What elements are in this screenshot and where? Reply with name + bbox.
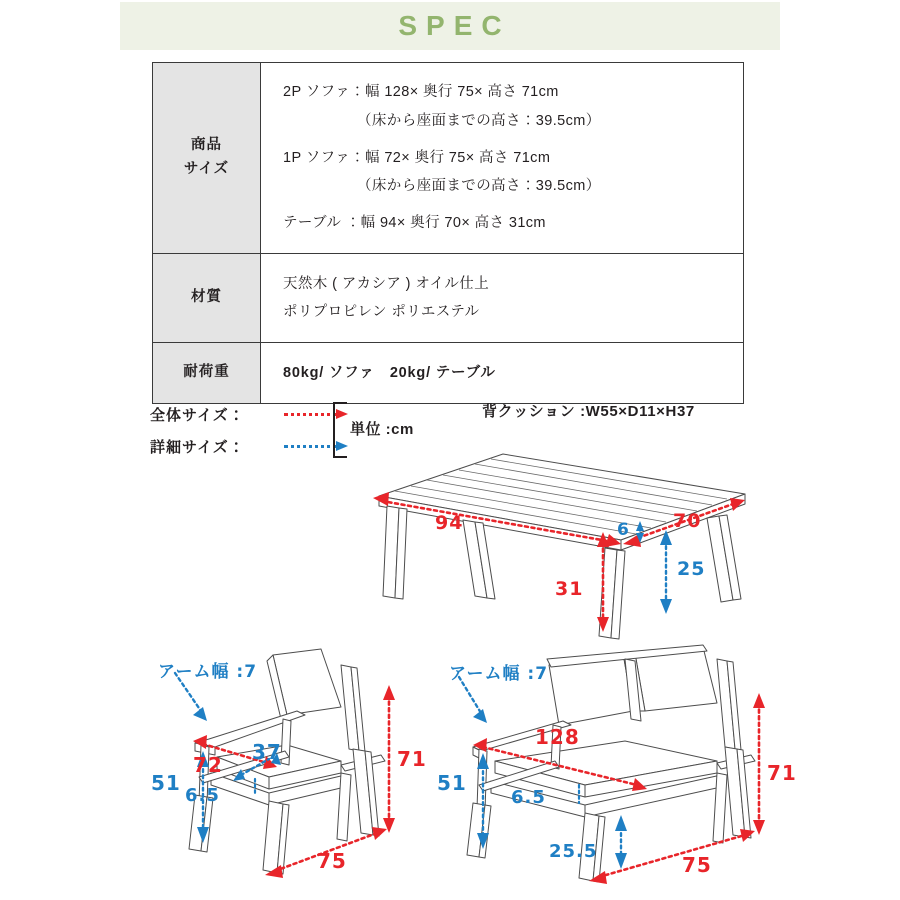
spec-banner [120,2,780,50]
legend-label-detail: 詳細サイズ： [150,438,245,456]
dimension-label-1p-depth: 75 [317,849,347,873]
row-label-product-size [153,63,261,254]
dimension-label-2p-arm-height: 51 [437,771,467,795]
spec-table [152,62,744,404]
dimension-label-2p-floor-clearance: 25.5 [549,841,598,862]
row-value-material [261,254,744,343]
unit-bracket-icon [333,402,347,458]
dimension-label-1p-cushion-thickness: 6.5 [185,785,220,806]
material-line-1: 天然木 ( アカシア ) オイル仕上 [283,275,490,292]
size-line-2p-seat: （床から座面までの高さ：39.5cm） [357,112,601,129]
figure-table [355,448,775,648]
dimension-label-table-top-thickness: 6 [617,520,630,540]
dimension-label-table-clearance: 25 [677,558,706,580]
size-line-1p: 1P ソファ：幅 72× 奥行 75× 高さ 71cm [283,149,551,166]
table-row [153,254,744,343]
row-label-material: 材質 [153,254,261,343]
size-line-1p-seat: （床から座面までの高さ：39.5cm） [357,178,601,195]
unit-label: 単位 :cm [350,421,414,438]
row-label-line-1: 商品 [191,137,222,154]
row-label-load-capacity: 耐荷重 [153,343,261,404]
table-row [153,343,744,404]
material-line-2: ポリプロピレン ポリエステル [283,304,480,320]
dimension-label-1p-height: 71 [397,747,427,771]
figure-sofa-1p [145,645,445,895]
cushion-size-note: 背クッション :W55×D11×H37 [482,403,695,420]
dimension-label-1p-seat-depth: 37 [252,740,282,764]
dimension-label-2p-cushion-thickness: 6.5 [511,787,546,808]
dimension-label-2p-depth: 75 [682,853,712,877]
dimension-label-table-height: 31 [555,578,584,600]
dimension-label-table-width: 94 [435,512,464,534]
dimension-label-1p-arm-width: アーム幅 :7 [158,662,258,682]
table-row [153,63,744,254]
dimension-label-1p-width: 72 [193,753,223,777]
dimension-label-2p-width: 128 [535,725,580,749]
dimension-label-1p-arm-height: 51 [151,771,181,795]
dimension-label-2p-height: 71 [767,761,797,785]
size-line-2p: 2P ソファ：幅 128× 奥行 75× 高さ 71cm [283,84,559,101]
legend-label-overall: 全体サイズ： [150,406,245,424]
dimension-label-2p-arm-width: アーム幅 :7 [449,664,549,684]
page-title: SPEC [398,10,511,41]
size-line-table: テーブル ：幅 94× 奥行 70× 高さ 31cm [283,215,546,232]
row-value-product-size [261,63,744,254]
row-value-load-capacity: 80kg/ ソファ 20kg/ テーブル [261,343,744,404]
row-label-line-2: サイズ [183,161,230,177]
figure-sofa-2p [435,645,795,895]
dimension-label-table-depth: 70 [673,510,702,532]
